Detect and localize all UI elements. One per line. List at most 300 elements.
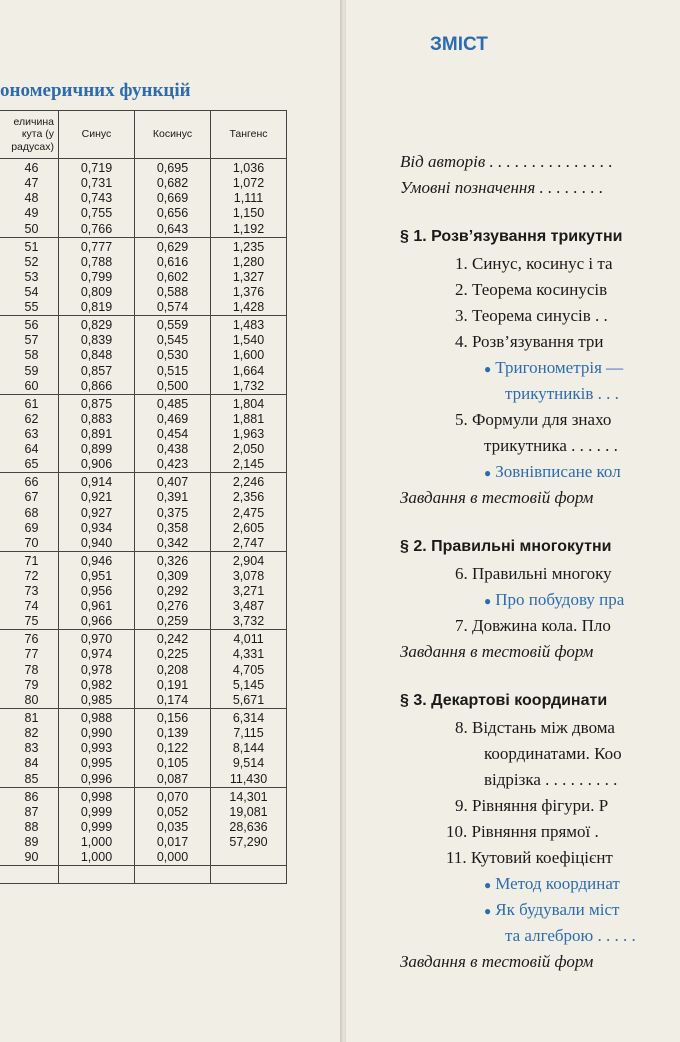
cell-cosine: 0,469 [135, 412, 211, 427]
cell-sine: 0,906 [59, 457, 135, 473]
cell-sine: 0,978 [59, 663, 135, 678]
cell-sine: 1,000 [59, 835, 135, 850]
trig-table [0, 110, 287, 884]
cell-sine: 0,866 [59, 379, 135, 395]
cell-tangent: 2,145 [211, 457, 287, 473]
toc-text: 3. Теорема синусів . . [455, 306, 608, 325]
toc-text: 10. Рівняння прямої . [446, 822, 599, 841]
table-row [0, 787, 287, 805]
cell-tangent: 2,605 [211, 521, 287, 536]
cell-sine: 0,857 [59, 364, 135, 379]
table-row [0, 820, 287, 835]
table-row [0, 614, 287, 630]
cell-angle: 84 [0, 756, 59, 771]
cell-sine: 0,927 [59, 505, 135, 520]
toc-section-heading [400, 228, 623, 246]
cell-cosine: 0,629 [135, 237, 211, 255]
cell-tangent: 3,078 [211, 569, 287, 584]
table-row [0, 678, 287, 693]
cell-tangent: 8,144 [211, 741, 287, 756]
toc-heading: ЗМІСТ [430, 34, 488, 55]
cell-angle: 49 [0, 206, 59, 221]
cell-sine: 0,914 [59, 473, 135, 491]
toc-entry [455, 254, 613, 274]
toc-text: Зовнівписане кол [495, 462, 621, 481]
cell-tangent: 5,671 [211, 693, 287, 709]
header-tangent: Тангенс [211, 111, 287, 159]
cell-sine: 0,985 [59, 693, 135, 709]
toc-text: Про побудову пра [495, 590, 625, 609]
bullet-icon: ● [484, 466, 492, 480]
cell-cosine: 0,087 [135, 772, 211, 788]
cell-angle: 80 [0, 693, 59, 709]
table-row [0, 708, 287, 726]
header-angle: еличина кута (у радусах) [0, 111, 59, 159]
cell-cosine: 0,643 [135, 222, 211, 238]
toc-entry [446, 848, 613, 868]
cell-sine: 0,809 [59, 285, 135, 300]
cell-cosine: 0,515 [135, 364, 211, 379]
toc-text: § 3. Декартові координати [400, 692, 608, 709]
cell-angle: 79 [0, 678, 59, 693]
cell-cosine: 0,276 [135, 599, 211, 614]
table-row [0, 536, 287, 552]
cell-cosine: 0,326 [135, 551, 211, 569]
toc-entry [484, 358, 623, 378]
cell-tangent: 2,475 [211, 505, 287, 520]
cell-tangent: 2,246 [211, 473, 287, 491]
cell-sine: 0,921 [59, 490, 135, 505]
toc-entry [484, 744, 622, 764]
toc-entry [455, 616, 611, 636]
toc-text: Завдання в тестовій форм [400, 952, 594, 971]
cell-empty [211, 866, 287, 884]
cell-angle: 68 [0, 505, 59, 520]
cell-sine: 0,970 [59, 630, 135, 648]
toc-entry [400, 488, 593, 508]
toc-entry [505, 384, 619, 404]
toc-text: та алгеброю . . . . . [505, 926, 636, 945]
bullet-icon: ● [484, 904, 492, 918]
cell-cosine: 0,208 [135, 663, 211, 678]
cell-angle: 57 [0, 333, 59, 348]
cell-tangent [211, 850, 287, 866]
toc-text: 1. Синус, косинус і та [455, 254, 613, 273]
table-row [0, 647, 287, 662]
table-row [0, 176, 287, 191]
cell-cosine: 0,438 [135, 442, 211, 457]
cell-cosine: 0,530 [135, 348, 211, 363]
toc-entry [484, 770, 617, 790]
cell-tangent: 9,514 [211, 756, 287, 771]
cell-tangent: 1,804 [211, 394, 287, 412]
toc-text: Завдання в тестовій форм [400, 488, 594, 507]
cell-sine: 0,848 [59, 348, 135, 363]
table-row [0, 300, 287, 316]
cell-tangent: 28,636 [211, 820, 287, 835]
cell-angle: 60 [0, 379, 59, 395]
table-title: ономеричних функцій [0, 80, 191, 101]
toc-text: 6. Правильні многоку [455, 564, 612, 583]
table-header-row [0, 111, 287, 159]
toc-entry [455, 796, 608, 816]
table-row [0, 285, 287, 300]
cell-tangent: 57,290 [211, 835, 287, 850]
cell-cosine: 0,105 [135, 756, 211, 771]
table-row [0, 805, 287, 820]
cell-cosine: 0,407 [135, 473, 211, 491]
cell-cosine: 0,669 [135, 191, 211, 206]
table-row [0, 379, 287, 395]
toc-entry [455, 410, 611, 430]
cell-angle: 59 [0, 364, 59, 379]
toc-entry [484, 590, 624, 610]
cell-angle: 73 [0, 584, 59, 599]
table-row [0, 835, 287, 850]
cell-sine: 0,788 [59, 255, 135, 270]
cell-tangent: 1,072 [211, 176, 287, 191]
cell-tangent: 14,301 [211, 787, 287, 805]
table-row [0, 348, 287, 363]
table-row [0, 191, 287, 206]
table-row [0, 270, 287, 285]
cell-sine: 1,000 [59, 850, 135, 866]
cell-cosine: 0,391 [135, 490, 211, 505]
cell-cosine: 0,588 [135, 285, 211, 300]
toc-entry [400, 952, 593, 972]
table-row [0, 316, 287, 334]
cell-tangent: 11,430 [211, 772, 287, 788]
table-row [0, 772, 287, 788]
cell-sine: 0,755 [59, 206, 135, 221]
toc-text: 7. Довжина кола. Пло [455, 616, 611, 635]
cell-angle: 76 [0, 630, 59, 648]
cell-cosine: 0,017 [135, 835, 211, 850]
cell-tangent: 3,271 [211, 584, 287, 599]
toc-entry [455, 306, 608, 326]
cell-angle: 47 [0, 176, 59, 191]
cell-cosine: 0,070 [135, 787, 211, 805]
cell-angle: 54 [0, 285, 59, 300]
cell-angle: 61 [0, 394, 59, 412]
cell-angle: 89 [0, 835, 59, 850]
cell-tangent: 6,314 [211, 708, 287, 726]
table-row [0, 364, 287, 379]
cell-cosine: 0,485 [135, 394, 211, 412]
cell-tangent: 1,235 [211, 237, 287, 255]
toc-text: Від авторів . . . . . . . . . . . . . . . [400, 152, 613, 171]
toc-text: 11. Кутовий коефіцієнт [446, 848, 613, 867]
cell-tangent: 2,904 [211, 551, 287, 569]
toc-text: 2. Теорема косинусів [455, 280, 608, 299]
cell-sine: 0,934 [59, 521, 135, 536]
toc-text: Тригонометрія — [495, 358, 624, 377]
cell-empty [59, 866, 135, 884]
cell-angle: 75 [0, 614, 59, 630]
toc-text: 9. Рівняння фігури. Р [455, 796, 609, 815]
cell-sine: 0,875 [59, 394, 135, 412]
cell-tangent: 2,747 [211, 536, 287, 552]
table-row [0, 569, 287, 584]
cell-tangent: 1,540 [211, 333, 287, 348]
table-row [0, 584, 287, 599]
cell-sine: 0,946 [59, 551, 135, 569]
cell-sine: 0,990 [59, 726, 135, 741]
cell-angle: 72 [0, 569, 59, 584]
cell-cosine: 0,309 [135, 569, 211, 584]
toc-text: трикутників . . . [505, 384, 619, 403]
table-row [0, 333, 287, 348]
cell-angle: 51 [0, 237, 59, 255]
cell-angle: 70 [0, 536, 59, 552]
toc-text: Метод координат [495, 874, 620, 893]
cell-cosine: 0,358 [135, 521, 211, 536]
cell-empty [135, 866, 211, 884]
cell-sine: 0,951 [59, 569, 135, 584]
cell-angle: 78 [0, 663, 59, 678]
cell-angle: 64 [0, 442, 59, 457]
cell-angle: 56 [0, 316, 59, 334]
cell-cosine: 0,375 [135, 505, 211, 520]
table-row [0, 159, 287, 177]
cell-angle: 85 [0, 772, 59, 788]
table-row [0, 206, 287, 221]
toc-text: Завдання в тестовій форм [400, 642, 594, 661]
header-cosine: Косинус [135, 111, 211, 159]
table-row [0, 255, 287, 270]
cell-angle: 71 [0, 551, 59, 569]
cell-angle: 67 [0, 490, 59, 505]
cell-tangent: 1,664 [211, 364, 287, 379]
cell-sine: 0,731 [59, 176, 135, 191]
cell-cosine: 0,656 [135, 206, 211, 221]
cell-cosine: 0,225 [135, 647, 211, 662]
cell-angle: 50 [0, 222, 59, 238]
cell-sine: 0,719 [59, 159, 135, 177]
cell-angle: 69 [0, 521, 59, 536]
cell-cosine: 0,682 [135, 176, 211, 191]
cell-sine: 0,743 [59, 191, 135, 206]
cell-sine: 0,956 [59, 584, 135, 599]
toc-entry [400, 178, 603, 198]
cell-tangent: 4,331 [211, 647, 287, 662]
toc-text: § 2. Правильні многокутни [400, 538, 612, 555]
table-row-empty [0, 866, 287, 884]
cell-cosine: 0,292 [135, 584, 211, 599]
toc-text: трикутника . . . . . . [484, 436, 618, 455]
toc-section-heading [400, 538, 611, 556]
cell-cosine: 0,342 [135, 536, 211, 552]
cell-cosine: 0,052 [135, 805, 211, 820]
table-row [0, 237, 287, 255]
table-row [0, 630, 287, 648]
cell-angle: 81 [0, 708, 59, 726]
toc-text: Як будували міст [495, 900, 620, 919]
toc-entry [455, 332, 603, 352]
cell-angle: 74 [0, 599, 59, 614]
cell-angle: 46 [0, 159, 59, 177]
cell-tangent: 1,192 [211, 222, 287, 238]
cell-angle: 55 [0, 300, 59, 316]
cell-tangent: 1,150 [211, 206, 287, 221]
cell-cosine: 0,122 [135, 741, 211, 756]
table-row [0, 394, 287, 412]
table-row [0, 427, 287, 442]
cell-cosine: 0,139 [135, 726, 211, 741]
cell-sine: 0,982 [59, 678, 135, 693]
cell-tangent: 3,732 [211, 614, 287, 630]
table-row [0, 457, 287, 473]
cell-cosine: 0,035 [135, 820, 211, 835]
table-row [0, 726, 287, 741]
cell-tangent: 1,732 [211, 379, 287, 395]
cell-tangent: 4,011 [211, 630, 287, 648]
toc-text: 8. Відстань між двома [455, 718, 615, 737]
table-row [0, 741, 287, 756]
toc-text: координатами. Коо [484, 744, 622, 763]
cell-tangent: 2,050 [211, 442, 287, 457]
cell-sine: 0,995 [59, 756, 135, 771]
cell-sine: 0,899 [59, 442, 135, 457]
toc-text: Умовні позначення . . . . . . . . [400, 178, 604, 197]
table-row [0, 693, 287, 709]
cell-sine: 0,998 [59, 787, 135, 805]
cell-tangent: 2,356 [211, 490, 287, 505]
cell-angle: 82 [0, 726, 59, 741]
cell-cosine: 0,559 [135, 316, 211, 334]
cell-angle: 58 [0, 348, 59, 363]
cell-tangent: 3,487 [211, 599, 287, 614]
cell-angle: 62 [0, 412, 59, 427]
toc-text: відрізка . . . . . . . . . [484, 770, 618, 789]
toc-section-heading [400, 692, 607, 710]
cell-sine: 0,819 [59, 300, 135, 316]
toc-text: 5. Формули для знахо [455, 410, 612, 429]
cell-cosine: 0,616 [135, 255, 211, 270]
cell-angle: 63 [0, 427, 59, 442]
cell-tangent: 5,145 [211, 678, 287, 693]
cell-sine: 0,839 [59, 333, 135, 348]
cell-tangent: 1,600 [211, 348, 287, 363]
toc-entry [400, 152, 613, 172]
cell-sine: 0,999 [59, 820, 135, 835]
cell-tangent: 1,483 [211, 316, 287, 334]
cell-cosine: 0,545 [135, 333, 211, 348]
toc-entry [484, 462, 621, 482]
toc-entry [455, 280, 607, 300]
cell-sine: 0,799 [59, 270, 135, 285]
cell-angle: 48 [0, 191, 59, 206]
cell-angle: 66 [0, 473, 59, 491]
cell-tangent: 1,428 [211, 300, 287, 316]
cell-cosine: 0,500 [135, 379, 211, 395]
cell-cosine: 0,259 [135, 614, 211, 630]
cell-sine: 0,883 [59, 412, 135, 427]
cell-cosine: 0,174 [135, 693, 211, 709]
toc-entry [455, 718, 615, 738]
cell-cosine: 0,423 [135, 457, 211, 473]
toc-entry [484, 900, 619, 920]
bullet-icon: ● [484, 594, 492, 608]
cell-tangent: 19,081 [211, 805, 287, 820]
table-row [0, 490, 287, 505]
cell-tangent: 1,327 [211, 270, 287, 285]
cell-angle: 52 [0, 255, 59, 270]
cell-cosine: 0,454 [135, 427, 211, 442]
toc-entry [400, 642, 593, 662]
cell-sine: 0,940 [59, 536, 135, 552]
cell-cosine: 0,242 [135, 630, 211, 648]
cell-sine: 0,999 [59, 805, 135, 820]
table-row [0, 222, 287, 238]
toc-entry [484, 874, 620, 894]
cell-sine: 0,777 [59, 237, 135, 255]
toc-entry [505, 926, 636, 946]
right-page [346, 0, 680, 1042]
cell-angle: 83 [0, 741, 59, 756]
bullet-icon: ● [484, 878, 492, 892]
cell-empty [0, 866, 59, 884]
cell-sine: 0,974 [59, 647, 135, 662]
cell-sine: 0,966 [59, 614, 135, 630]
toc-entry [446, 822, 599, 842]
toc-entry [455, 564, 612, 584]
cell-tangent: 1,280 [211, 255, 287, 270]
toc-entry [484, 436, 618, 456]
table-row [0, 551, 287, 569]
cell-sine: 0,766 [59, 222, 135, 238]
cell-cosine: 0,574 [135, 300, 211, 316]
cell-tangent: 7,115 [211, 726, 287, 741]
cell-angle: 53 [0, 270, 59, 285]
header-sine: Синус [59, 111, 135, 159]
table-row [0, 505, 287, 520]
toc-text: § 1. Розв’язування трикутни [400, 228, 623, 245]
cell-sine: 0,993 [59, 741, 135, 756]
cell-angle: 87 [0, 805, 59, 820]
cell-angle: 90 [0, 850, 59, 866]
table-row [0, 521, 287, 536]
cell-cosine: 0,000 [135, 850, 211, 866]
cell-sine: 0,891 [59, 427, 135, 442]
cell-tangent: 1,881 [211, 412, 287, 427]
toc-text: 4. Розв’язування три [455, 332, 604, 351]
cell-sine: 0,961 [59, 599, 135, 614]
table-row [0, 473, 287, 491]
cell-angle: 77 [0, 647, 59, 662]
bullet-icon: ● [484, 362, 492, 376]
cell-cosine: 0,695 [135, 159, 211, 177]
cell-cosine: 0,156 [135, 708, 211, 726]
cell-tangent: 4,705 [211, 663, 287, 678]
cell-tangent: 1,036 [211, 159, 287, 177]
cell-sine: 0,988 [59, 708, 135, 726]
cell-tangent: 1,963 [211, 427, 287, 442]
cell-sine: 0,996 [59, 772, 135, 788]
table-row [0, 442, 287, 457]
cell-angle: 86 [0, 787, 59, 805]
cell-angle: 65 [0, 457, 59, 473]
cell-tangent: 1,376 [211, 285, 287, 300]
cell-tangent: 1,111 [211, 191, 287, 206]
cell-cosine: 0,191 [135, 678, 211, 693]
cell-cosine: 0,602 [135, 270, 211, 285]
table-row [0, 663, 287, 678]
table-row [0, 756, 287, 771]
table-row [0, 599, 287, 614]
cell-angle: 88 [0, 820, 59, 835]
table-row [0, 412, 287, 427]
